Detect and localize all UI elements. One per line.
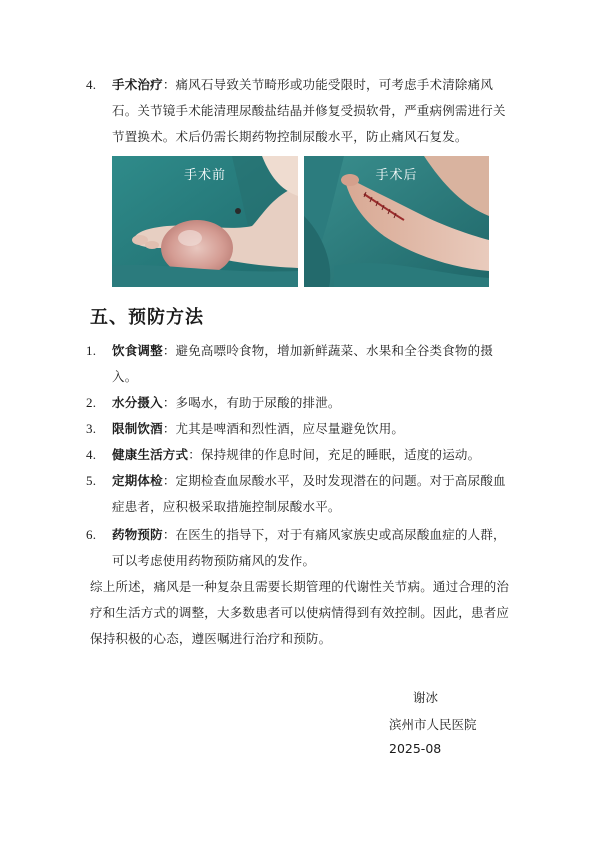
item-body: ：痛风石导致关节畸形或功能受限时，可考虑手术清除痛风石。关节镜手术能清理尿酸盐结晶并修复受损软骨，严重病例需进行关节置换术。术后仍需长期药物控制尿酸水平，防止痛风石复发。 [112,77,506,144]
item-title: 药物预防 [112,527,163,542]
item-body: ：定期检查血尿酸水平，及时发现潜在的问题。对于高尿酸血症患者，应积极采取措施控制尿酸水平。 [112,473,506,514]
prevention-item [86,468,516,520]
photo-caption: 手术前 [183,168,226,183]
list-text [112,468,516,520]
surgery-item [86,72,516,150]
prevention-item [86,522,516,574]
list-text [112,416,516,442]
item-body: ：多喝水，有助于尿酸的排泄。 [162,395,341,410]
item-body: ：保持规律的作息时间，充足的睡眠，适度的运动。 [188,447,481,462]
item-title: 手术治疗 [112,77,163,92]
prevention-item [86,416,516,442]
hospital-name: 滨州市人民医院 [389,717,477,732]
list-text [112,390,516,416]
summary-paragraph: 综上所述，痛风是一种复杂且需要长期管理的代谢性关节病。通过合理的治疗和生活方式的调整，大多数患者可以使病情得到有效控制。因此，患者应保持积极的心态，遵医嘱进行治疗和预防。 [90,579,510,646]
document-date: 2025-08 [389,741,442,756]
author-name: 谢冰 [413,690,439,705]
item-title: 定期体检 [112,473,163,488]
item-body: ：避免高嘌呤食物，增加新鲜蔬菜、水果和全谷类食物的摄入。 [112,343,494,384]
list-text [112,442,516,468]
list-number: 4. [86,77,97,92]
list-number: 5. [86,473,97,488]
list-number: 4. [86,447,97,462]
list-number: 2. [86,395,97,410]
prevention-item [86,390,516,416]
item-title: 水分摄入 [112,395,163,410]
list-number: 3. [86,421,97,436]
list-number: 6. [86,527,97,542]
list-text [112,338,516,390]
item-body: ：在医生的指导下，对于有痛风家族史或高尿酸血症的人群，可以考虑使用药物预防痛风的发作。 [112,527,506,568]
list-text [112,522,516,574]
item-title: 健康生活方式 [112,447,189,462]
list-number: 1. [86,343,97,358]
list-text [112,72,516,150]
item-title: 限制饮酒 [112,421,163,436]
prevention-item [86,338,516,390]
item-body: ：尤其是啤酒和烈性酒，应尽量避免饮用。 [162,421,405,436]
section-heading: 五、预防方法 [90,307,204,328]
photo-after-surgery [304,156,489,287]
photo-before-surgery [112,156,298,287]
prevention-item [86,442,516,468]
photo-caption: 手术后 [375,168,418,183]
item-title: 饮食调整 [112,343,163,358]
